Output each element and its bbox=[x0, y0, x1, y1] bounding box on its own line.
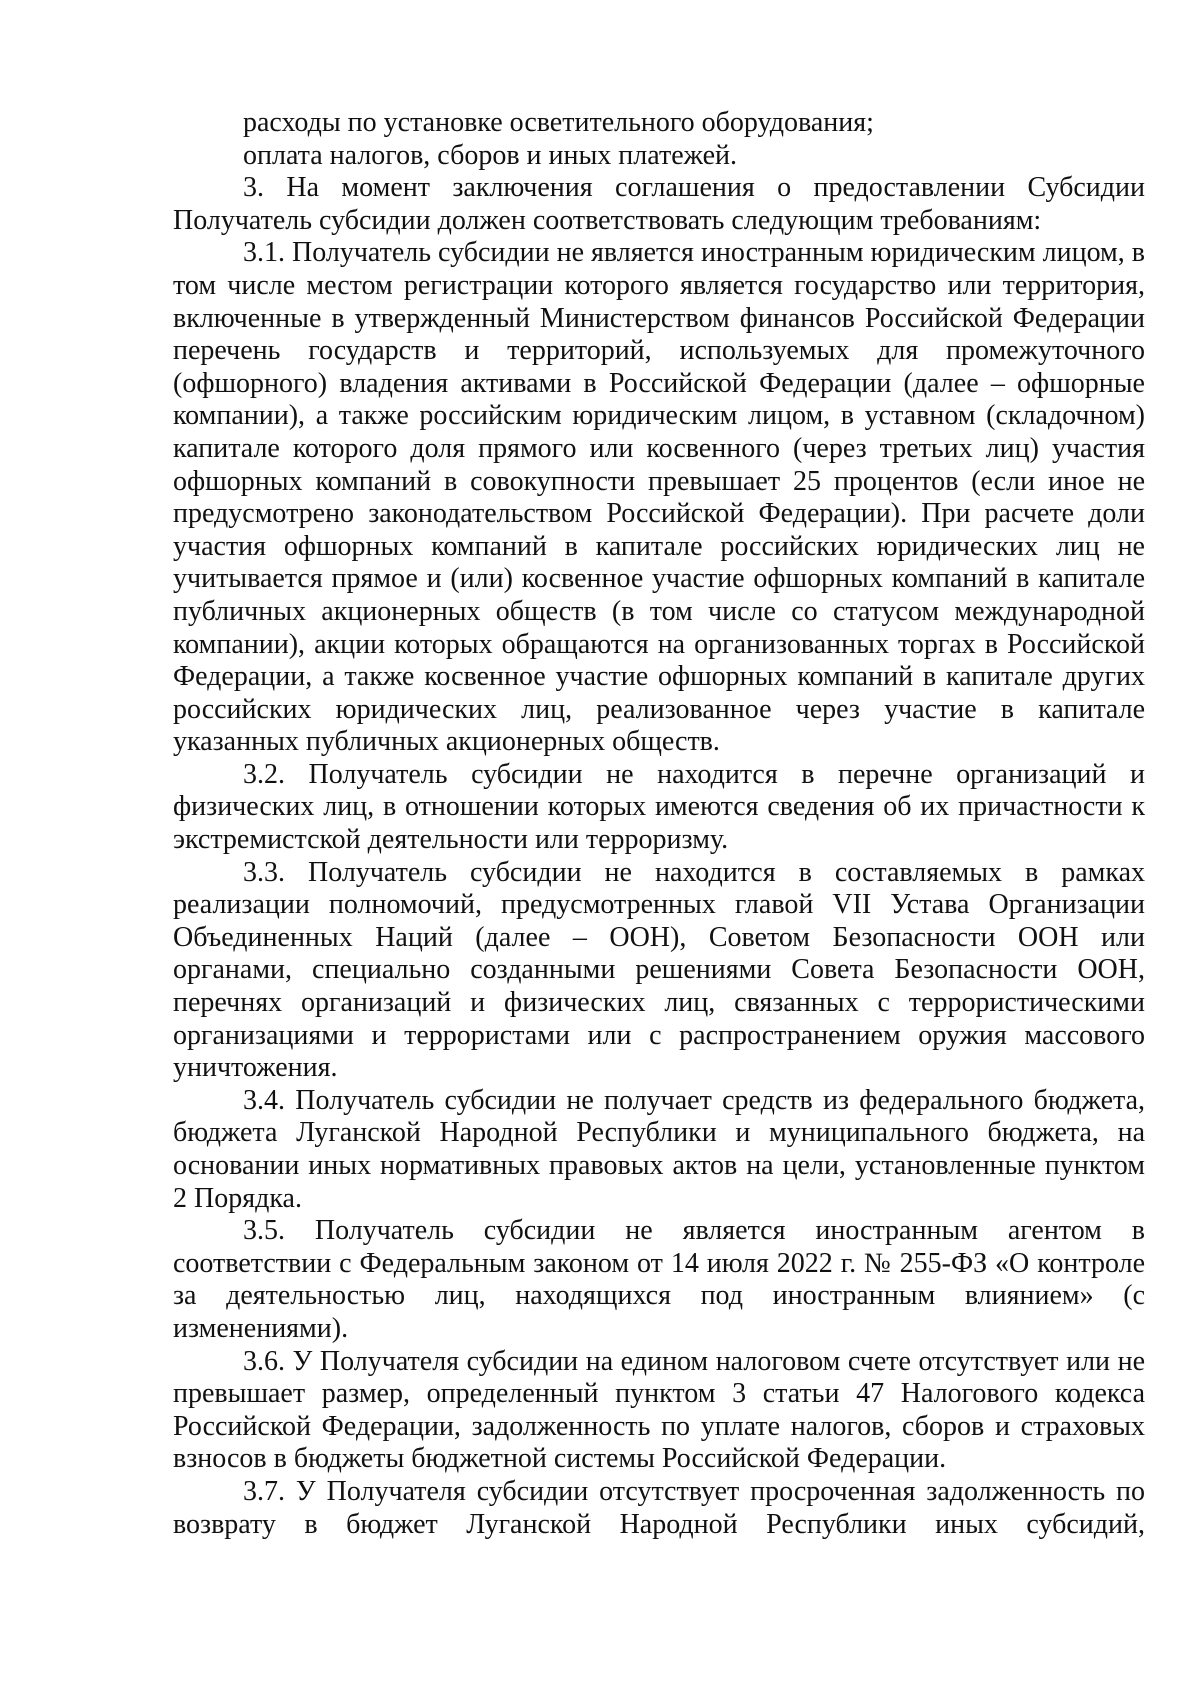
paragraph-3-7-overdue-debt: 3.7. У Получателя субсидии отсутствует просроченная задолженность по возврату в бюджет Луганской Народной Республики иных субсидий, bbox=[173, 1475, 1145, 1540]
paragraph-3-4-budget-funds: 3.4. Получатель субсидии не получает средств из федерального бюджета, бюджета Луганской Народной Республики и муниципального бюджета, на основании иных нормативных правовых актов на цели, установленные пунктом 2 Порядка. bbox=[173, 1084, 1145, 1214]
paragraph-3-1-offshore: 3.1. Получатель субсидии не является иностранным юридическим лицом, в том числе местом регистрации которого является государство или территория, включенные в утвержденный Министерством финансов Российской Федерации перечень государств и территорий, используемых для промежуточного (офшорного) владения активами в Российской Федерации (далее – офшорные компании), а также российским юридическим лицом, в уставном (складочном) капитале которого доля прямого или косвенного (через третьих лиц) участия офшорных компаний в совокупности превышает 25 процентов (если иное не предусмотрено законодательством Российской Федерации). При расчете доли участия офшорных компаний в капитале российских юридических лиц не учитывается прямое и (или) косвенное участие офшорных компаний в капитале публичных акционерных обществ (в том числе со статусом международной компании), акции которых обращаются на организованных торгах в Российской Федерации, а также косвенное участие офшорных компаний в капитале других российских юридических лиц, реализованное через участие в капитале указанных публичных акционерных обществ. bbox=[173, 237, 1145, 758]
paragraph-lighting-expenses: расходы по установке осветительного оборудования; bbox=[243, 107, 874, 138]
paragraph-3-5-foreign-agent: 3.5. Получатель субсидии не является иностранным агентом в соответствии с Федеральным законом от 14 июля 2022 г. № 255-ФЗ «О контроле за деятельностью лиц, находящихся под иностранным влиянием» (с изменениями). bbox=[173, 1215, 1145, 1344]
paragraph-3-2-extremism: 3.2. Получатель субсидии не находится в перечне организаций и физических лиц, в отношении которых имеются сведения об их причастности к экстремистской деятельности или терроризму. bbox=[173, 758, 1145, 856]
paragraph-3-6-tax-debt: 3.6. У Получателя субсидии на едином налоговом счете отсутствует или не превышает размер, определенный пунктом 3 статьи 47 Налогового кодекса Российской Федерации, задолженность по уплате налогов, сборов и страховых взносов в бюджеты бюджетной системы Российской Федерации. bbox=[173, 1345, 1145, 1475]
paragraph-taxes-payment: оплата налогов, сборов и иных платежей. bbox=[243, 139, 738, 171]
paragraph-3-requirements: 3. На момент заключения соглашения о предоставлении Субсидии Получатель субсидии должен соответствовать следующим требованиям: bbox=[173, 172, 1145, 236]
paragraph-3-3-un-lists: 3.3. Получатель субсидии не находится в составляемых в рамках реализации полномочий, предусмотренных главой VII Устава Организации Объединенных Наций (далее – ООН), Советом Безопасности ООН или органами, специально созданными решениями Совета Безопасности ООН, перечнях организаций и физических лиц, связанных с террористическими организациями и террористами или с распространением оружия массового уничтожения. bbox=[173, 856, 1145, 1084]
document-page bbox=[173, 107, 1145, 1541]
